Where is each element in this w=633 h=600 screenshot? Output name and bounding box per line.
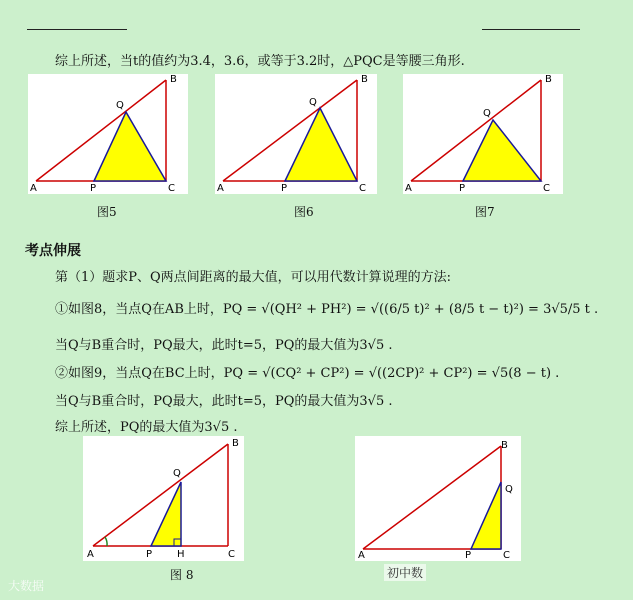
text-line-1: 第（1）题求P、Q两点间距离的最大值，可以用代数计算说理的方法:	[55, 270, 452, 285]
text-line-4: ②如图9，当点Q在BC上时，PQ = √(CQ² + CP²) = √((2CP)² + CP²) = √5(8 − t) .	[55, 366, 560, 381]
label-b: B	[170, 74, 177, 85]
label-c: C	[359, 183, 366, 194]
label-p: P	[90, 183, 97, 194]
caption-fig6: 图6	[294, 205, 314, 219]
label-c: C	[228, 549, 235, 560]
label-q: Q	[116, 100, 124, 111]
header-rule-right	[482, 29, 580, 30]
label-c: C	[168, 183, 175, 194]
text-line-6: 综上所述，PQ的最大值为3√5 .	[55, 420, 238, 435]
label-p: P	[465, 550, 472, 561]
figure-9	[355, 436, 521, 561]
label-q: Q	[173, 468, 181, 479]
figure-6	[215, 74, 377, 194]
summary-line: 综上所述，当t的值约为3.4，3.6，或等于3.2时，△PQC是等腰三角形.	[55, 54, 465, 69]
figure-7	[403, 74, 563, 194]
label-a: A	[405, 183, 412, 194]
section-title: 考点伸展	[25, 243, 81, 259]
label-b: B	[361, 74, 368, 85]
label-a: A	[30, 183, 37, 194]
label-q: Q	[483, 108, 491, 119]
text-line-3: 当Q与B重合时，PQ最大，此时t=5，PQ的最大值为3√5 .	[55, 338, 393, 353]
caption-fig7: 图7	[475, 205, 495, 219]
label-c: C	[543, 183, 550, 194]
caption-fig8: 图 8	[170, 568, 194, 582]
figure-5	[28, 74, 188, 194]
text-line-2: ①如图8，当点Q在AB上时，PQ = √(QH² + PH²) = √((6/5 t)² + (8/5 t − t)²) = 3√5/5 t .	[55, 302, 599, 317]
label-a: A	[358, 550, 365, 561]
watermark-center: 初中数	[384, 564, 426, 581]
watermark-left: 大数据	[8, 579, 45, 593]
caption-fig5: 图5	[97, 205, 117, 219]
label-c: C	[503, 550, 510, 561]
label-q: Q	[309, 97, 317, 108]
text-line-5: 当Q与B重合时，PQ最大，此时t=5，PQ的最大值为3√5 .	[55, 394, 393, 409]
label-q: Q	[505, 484, 513, 495]
label-b: B	[501, 440, 508, 451]
label-h: H	[177, 549, 185, 560]
label-p: P	[281, 183, 288, 194]
label-p: P	[459, 183, 466, 194]
label-b: B	[232, 438, 239, 449]
label-p: P	[146, 549, 153, 560]
label-b: B	[545, 74, 552, 85]
figure-8	[83, 436, 244, 561]
label-a: A	[217, 183, 224, 194]
label-a: A	[87, 549, 94, 560]
header-rule-left	[27, 29, 127, 30]
